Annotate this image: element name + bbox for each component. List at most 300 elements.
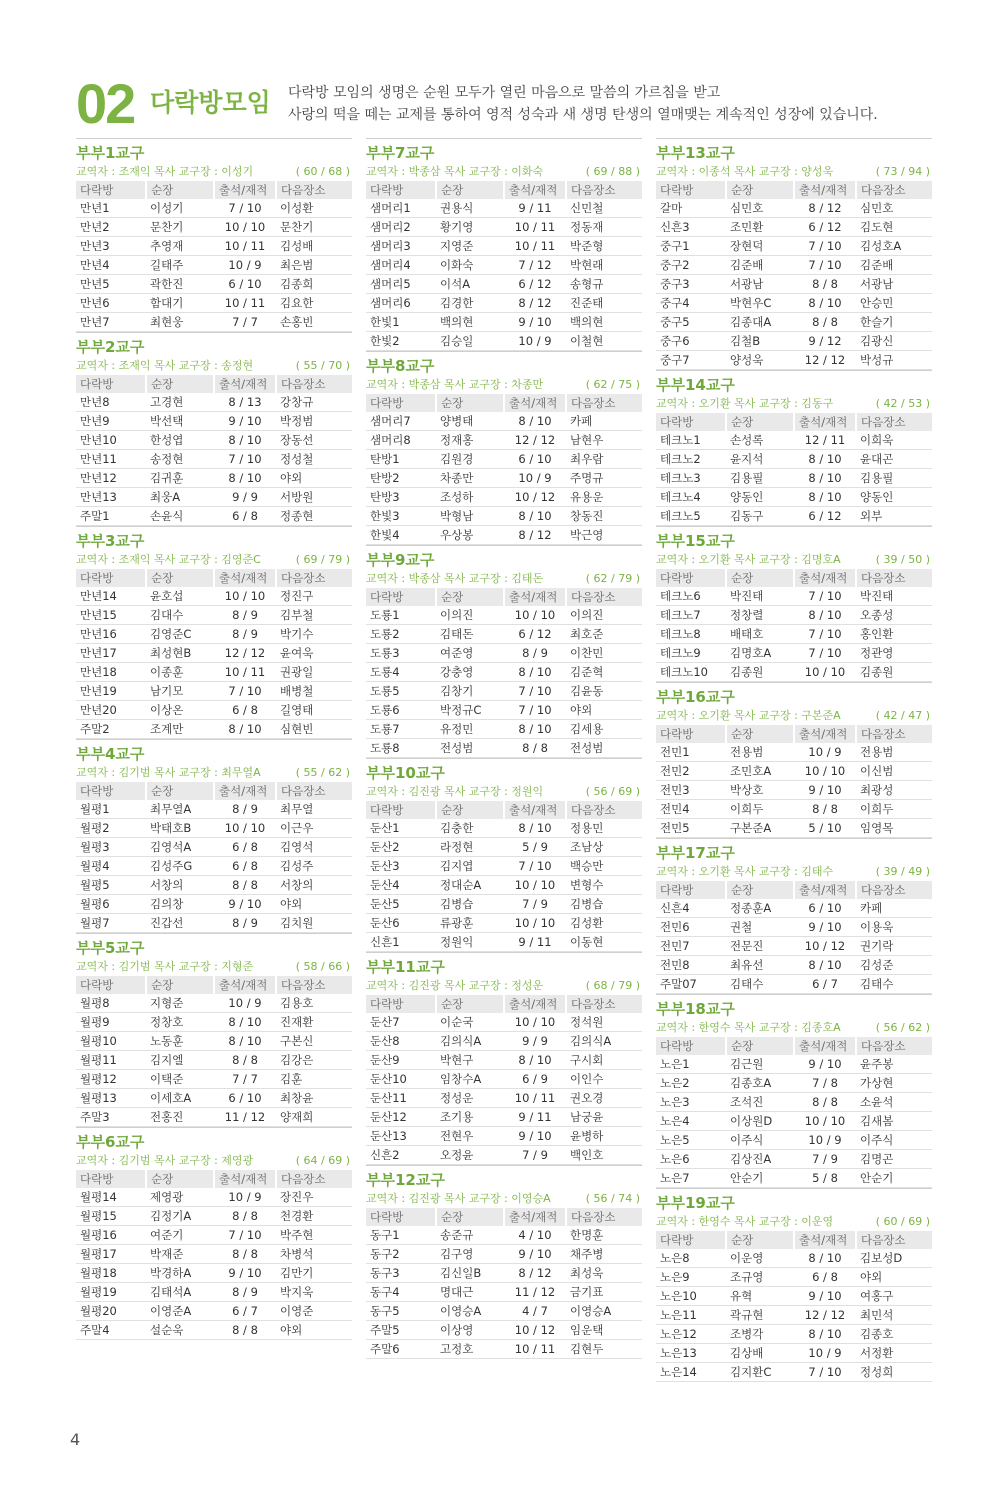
column-header: 출석/재적 [794, 413, 856, 432]
district-leaders: 교역자 : 오기환 목사 교구장 : 김명호A [656, 553, 841, 566]
next-place-cell: 김의식A [566, 1032, 642, 1051]
district-table [76, 374, 352, 526]
table-row [76, 275, 352, 294]
next-place-cell: 정관영 [856, 644, 932, 663]
leader-cell: 구본준A [726, 819, 794, 838]
district-name: 부부13교구 [656, 144, 735, 162]
room-cell: 샘머리7 [366, 412, 436, 431]
room-cell: 도룡6 [366, 701, 436, 720]
table-row [76, 1051, 352, 1070]
leader-cell: 이택준 [146, 1070, 214, 1089]
room-cell: 주말2 [76, 720, 146, 739]
room-cell: 전민1 [656, 743, 726, 762]
room-cell: 주말1 [76, 507, 146, 526]
attendance-cell: 9 / 10 [794, 1287, 856, 1306]
district-section [76, 933, 352, 1127]
column-header: 다음장소 [566, 181, 642, 200]
room-cell: 만년16 [76, 625, 146, 644]
next-place-cell: 김부철 [276, 606, 352, 625]
column-header: 출석/재적 [794, 725, 856, 744]
table-row [366, 739, 642, 758]
attendance-cell: 10 / 9 [794, 1344, 856, 1363]
table-row [656, 800, 932, 819]
district-table [76, 1169, 352, 1340]
next-place-cell: 조남상 [566, 838, 642, 857]
district-name: 부부14교구 [656, 376, 735, 394]
room-cell: 월평19 [76, 1283, 146, 1302]
leader-cell: 김의창 [146, 895, 214, 914]
column-header: 다음장소 [276, 181, 352, 200]
next-place-cell: 진준태 [566, 294, 642, 313]
attendance-cell: 12 / 12 [504, 431, 566, 450]
room-cell: 동구5 [366, 1302, 436, 1321]
attendance-cell: 9 / 10 [214, 412, 276, 431]
district-attendance-total: ( 56 / 62 ) [875, 1021, 930, 1034]
attendance-cell: 7 / 10 [214, 199, 276, 218]
attendance-cell: 10 / 10 [214, 218, 276, 237]
next-place-cell: 박성규 [856, 351, 932, 370]
section-description [288, 82, 878, 126]
next-place-cell: 박지욱 [276, 1283, 352, 1302]
next-place-cell: 김광신 [856, 332, 932, 351]
attendance-cell: 12 / 12 [794, 351, 856, 370]
district-table [76, 975, 352, 1127]
leader-cell: 이운영 [726, 1249, 794, 1268]
column-header: 다락방 [656, 1231, 726, 1250]
description-line-2: 사랑의 떡을 떼는 교제를 통하여 영적 성숙과 새 생명 탄생의 열매맺는 계속적인 성장에 있습니다. [288, 107, 878, 123]
room-cell: 샘머리2 [366, 218, 436, 237]
table-row [366, 1302, 642, 1321]
district-section [656, 1188, 932, 1382]
room-cell: 동구3 [366, 1264, 436, 1283]
district-table [656, 880, 932, 994]
district-info [76, 764, 352, 781]
room-cell: 월평14 [76, 1188, 146, 1207]
attendance-cell: 12 / 11 [794, 431, 856, 450]
attendance-cell: 8 / 12 [794, 199, 856, 218]
leader-cell: 김지엘 [146, 1051, 214, 1070]
next-place-cell: 최광성 [856, 781, 932, 800]
next-place-cell: 윤주봉 [856, 1055, 932, 1074]
column-header: 다락방 [76, 782, 146, 801]
leader-cell: 한성엽 [146, 431, 214, 450]
next-place-cell: 최민석 [856, 1306, 932, 1325]
table-row [656, 975, 932, 994]
attendance-cell: 7 / 10 [504, 682, 566, 701]
attendance-cell: 7 / 7 [214, 1070, 276, 1089]
next-place-cell: 백의현 [566, 313, 642, 332]
next-place-cell: 카페 [856, 899, 932, 918]
table-row [656, 1150, 932, 1169]
column-header: 다음장소 [856, 413, 932, 432]
attendance-cell: 7 / 10 [794, 587, 856, 606]
column-header: 다락방 [656, 1037, 726, 1056]
room-cell: 신흔1 [366, 933, 436, 952]
district-attendance-total: ( 73 / 94 ) [875, 165, 930, 178]
attendance-cell: 8 / 8 [794, 275, 856, 294]
next-place-cell: 이신범 [856, 762, 932, 781]
table-row [76, 431, 352, 450]
room-cell: 테크노9 [656, 644, 726, 663]
table-row [366, 1146, 642, 1165]
next-place-cell: 이성환 [276, 199, 352, 218]
room-cell: 만년7 [76, 313, 146, 332]
next-place-cell: 남현우 [566, 431, 642, 450]
next-place-cell: 천경환 [276, 1207, 352, 1226]
attendance-cell: 5 / 9 [504, 838, 566, 857]
table-row [366, 838, 642, 857]
attendance-cell: 8 / 10 [794, 488, 856, 507]
table-row [76, 994, 352, 1013]
district-table [656, 412, 932, 526]
attendance-cell: 11 / 12 [504, 1283, 566, 1302]
room-cell: 테크노2 [656, 450, 726, 469]
room-cell: 만년6 [76, 294, 146, 313]
leader-cell: 차종만 [436, 469, 504, 488]
district-attendance-total: ( 58 / 66 ) [295, 960, 350, 973]
column-header: 다음장소 [566, 588, 642, 607]
room-cell: 월평8 [76, 994, 146, 1013]
district-attendance-total: ( 62 / 79 ) [585, 572, 640, 585]
next-place-cell: 서창의 [276, 876, 352, 895]
table-row [76, 469, 352, 488]
attendance-cell: 7 / 10 [794, 625, 856, 644]
room-cell: 탄방3 [366, 488, 436, 507]
district-attendance-total: ( 39 / 49 ) [875, 865, 930, 878]
leader-cell: 남기모 [146, 682, 214, 701]
table-row [656, 644, 932, 663]
table-row [366, 819, 642, 838]
attendance-cell: 8 / 10 [794, 956, 856, 975]
leader-cell: 이상영 [436, 1321, 504, 1340]
next-place-cell: 서광남 [856, 275, 932, 294]
column-header: 출석/재적 [504, 801, 566, 820]
district-section [656, 526, 932, 682]
column-header: 다락방 [656, 413, 726, 432]
leader-cell: 정창호 [146, 1013, 214, 1032]
next-place-cell: 이철현 [566, 332, 642, 351]
district-table [366, 1207, 642, 1359]
leader-cell: 강충영 [436, 663, 504, 682]
leader-cell: 송정현 [146, 450, 214, 469]
column-header: 다락방 [366, 1208, 436, 1227]
attendance-cell: 10 / 10 [214, 819, 276, 838]
attendance-cell: 8 / 8 [504, 739, 566, 758]
leader-cell: 이순국 [436, 1013, 504, 1032]
table-row [366, 682, 642, 701]
attendance-cell: 7 / 12 [504, 256, 566, 275]
leader-cell: 심민호 [726, 199, 794, 218]
table-row [366, 876, 642, 895]
table-row [76, 1089, 352, 1108]
column-header: 순장 [146, 569, 214, 588]
attendance-cell: 7 / 10 [214, 1226, 276, 1245]
next-place-cell: 정동재 [566, 218, 642, 237]
room-cell: 노은9 [656, 1268, 726, 1287]
attendance-cell: 12 / 12 [794, 1306, 856, 1325]
district-info [656, 1019, 932, 1036]
column-left [76, 138, 352, 1340]
table-row [366, 895, 642, 914]
leader-cell: 길태주 [146, 256, 214, 275]
next-place-cell: 김훈 [276, 1070, 352, 1089]
district-table [656, 180, 932, 370]
next-place-cell: 김준배 [856, 256, 932, 275]
table-row [366, 1089, 642, 1108]
room-cell: 월평10 [76, 1032, 146, 1051]
table-row [366, 412, 642, 431]
table-row [656, 625, 932, 644]
table-row [366, 1051, 642, 1070]
district-attendance-total: ( 56 / 74 ) [585, 1192, 640, 1205]
leader-cell: 김의식A [436, 1032, 504, 1051]
column-header: 순장 [146, 375, 214, 394]
next-place-cell: 정석원 [566, 1013, 642, 1032]
attendance-cell: 6 / 10 [504, 450, 566, 469]
district-attendance-total: ( 42 / 53 ) [875, 397, 930, 410]
table-row [656, 762, 932, 781]
attendance-cell: 9 / 11 [504, 1108, 566, 1127]
next-place-cell: 최호준 [566, 625, 642, 644]
room-cell: 샘머리6 [366, 294, 436, 313]
attendance-cell: 8 / 9 [214, 800, 276, 819]
table-row [656, 351, 932, 370]
table-row [656, 1306, 932, 1325]
attendance-cell: 4 / 7 [504, 1302, 566, 1321]
leader-cell: 곽한진 [146, 275, 214, 294]
district-table [366, 800, 642, 952]
next-place-cell: 윤대곤 [856, 450, 932, 469]
attendance-cell: 7 / 9 [794, 1150, 856, 1169]
leader-cell: 김귀훈 [146, 469, 214, 488]
leader-cell: 여준기 [146, 1226, 214, 1245]
leader-cell: 김동구 [726, 507, 794, 526]
district-leaders: 교역자 : 김진광 목사 교구장 : 정원익 [366, 785, 544, 798]
page-number: 4 [70, 1430, 81, 1449]
next-place-cell: 금기표 [566, 1283, 642, 1302]
column-header: 순장 [146, 1170, 214, 1189]
room-cell: 테크노6 [656, 587, 726, 606]
attendance-cell: 8 / 9 [214, 625, 276, 644]
table-row [366, 431, 642, 450]
room-cell: 노은10 [656, 1287, 726, 1306]
district-section [656, 994, 932, 1188]
attendance-cell: 8 / 8 [794, 800, 856, 819]
attendance-cell: 8 / 10 [794, 606, 856, 625]
column-header: 다락방 [656, 569, 726, 588]
room-cell: 테크노7 [656, 606, 726, 625]
district-leaders: 교역자 : 이종석 목사 교구장 : 양성욱 [656, 165, 834, 178]
leader-cell: 이의진 [436, 606, 504, 625]
room-cell: 월평12 [76, 1070, 146, 1089]
next-place-cell: 송형규 [566, 275, 642, 294]
attendance-cell: 4 / 10 [504, 1226, 566, 1245]
attendance-cell: 8 / 10 [504, 720, 566, 739]
attendance-cell: 10 / 10 [794, 663, 856, 682]
next-place-cell: 외부 [856, 507, 932, 526]
attendance-cell: 8 / 10 [794, 469, 856, 488]
table-row [76, 895, 352, 914]
district-leaders: 교역자 : 한영수 목사 교구장 : 김종호A [656, 1021, 841, 1034]
next-place-cell: 안승민 [856, 294, 932, 313]
table-header-row [366, 801, 642, 820]
district-table [76, 781, 352, 933]
room-cell: 전민8 [656, 956, 726, 975]
leader-cell: 김상배 [726, 1344, 794, 1363]
column-header: 순장 [146, 782, 214, 801]
leader-cell: 유혁 [726, 1287, 794, 1306]
column-header: 순장 [726, 725, 794, 744]
attendance-cell: 7 / 10 [504, 701, 566, 720]
next-place-cell: 전성범 [566, 739, 642, 758]
room-cell: 둔산9 [366, 1051, 436, 1070]
leader-cell: 장현덕 [726, 237, 794, 256]
attendance-cell: 10 / 12 [794, 937, 856, 956]
attendance-cell: 10 / 9 [794, 1131, 856, 1150]
table-header-row [656, 725, 932, 744]
leader-cell: 박재준 [146, 1245, 214, 1264]
room-cell: 노은12 [656, 1325, 726, 1344]
table-row [366, 644, 642, 663]
district-attendance-total: ( 64 / 69 ) [295, 1154, 350, 1167]
leader-cell: 윤지석 [726, 450, 794, 469]
room-cell: 한빛3 [366, 507, 436, 526]
attendance-cell: 9 / 9 [214, 488, 276, 507]
leader-cell: 이영승A [436, 1302, 504, 1321]
leader-cell: 김종호A [726, 1074, 794, 1093]
next-place-cell: 장동선 [276, 431, 352, 450]
column-header: 출석/재적 [794, 181, 856, 200]
attendance-cell: 6 / 7 [794, 975, 856, 994]
attendance-cell: 6 / 7 [214, 1302, 276, 1321]
room-cell: 만년15 [76, 606, 146, 625]
district-section [366, 952, 642, 1165]
attendance-cell: 8 / 10 [504, 663, 566, 682]
leader-cell: 김철B [726, 332, 794, 351]
district-table [656, 724, 932, 838]
district-name: 부부11교구 [366, 958, 445, 976]
attendance-cell: 10 / 10 [504, 876, 566, 895]
leader-cell: 정재홍 [436, 431, 504, 450]
next-place-cell: 한슬기 [856, 313, 932, 332]
next-place-cell: 손홍빈 [276, 313, 352, 332]
table-row [366, 469, 642, 488]
table-row [76, 393, 352, 412]
leader-cell: 정성운 [436, 1089, 504, 1108]
attendance-cell: 8 / 8 [214, 1321, 276, 1340]
table-row [76, 313, 352, 332]
attendance-cell: 6 / 9 [504, 1070, 566, 1089]
room-cell: 노은13 [656, 1344, 726, 1363]
room-cell: 중구7 [656, 351, 726, 370]
table-row [656, 819, 932, 838]
next-place-cell: 여홍구 [856, 1287, 932, 1306]
attendance-cell: 9 / 10 [794, 918, 856, 937]
room-cell: 도룡7 [366, 720, 436, 739]
room-cell: 노은5 [656, 1131, 726, 1150]
leader-cell: 양성욱 [726, 351, 794, 370]
district-info [76, 551, 352, 568]
room-cell: 노은3 [656, 1093, 726, 1112]
table-header-row [656, 569, 932, 588]
room-cell: 중구5 [656, 313, 726, 332]
room-cell: 테크노10 [656, 663, 726, 682]
table-header-row [366, 394, 642, 413]
district-name: 부부2교구 [76, 338, 145, 356]
table-row [76, 701, 352, 720]
room-cell: 한빛2 [366, 332, 436, 351]
attendance-cell: 10 / 9 [214, 1188, 276, 1207]
room-cell: 월평20 [76, 1302, 146, 1321]
attendance-cell: 8 / 8 [794, 313, 856, 332]
table-row [76, 488, 352, 507]
table-row [76, 644, 352, 663]
leader-cell: 양동인 [726, 488, 794, 507]
district-name: 부부19교구 [656, 1194, 735, 1212]
next-place-cell: 이영준 [276, 1302, 352, 1321]
next-place-cell: 양재희 [276, 1108, 352, 1127]
leader-cell: 조석진 [726, 1093, 794, 1112]
attendance-cell: 8 / 13 [214, 393, 276, 412]
attendance-cell: 8 / 12 [504, 294, 566, 313]
next-place-cell: 윤여욱 [276, 644, 352, 663]
room-cell: 노은1 [656, 1055, 726, 1074]
attendance-cell: 8 / 10 [794, 1325, 856, 1344]
next-place-cell: 박진태 [856, 587, 932, 606]
next-place-cell: 남궁윤 [566, 1108, 642, 1127]
room-cell: 월평13 [76, 1089, 146, 1108]
district-leaders: 교역자 : 조재익 목사 교구장 : 이성기 [76, 165, 254, 178]
attendance-cell: 10 / 11 [214, 237, 276, 256]
district-attendance-total: ( 60 / 68 ) [295, 165, 350, 178]
room-cell: 만년3 [76, 237, 146, 256]
column-middle [366, 138, 642, 1359]
column-right [656, 138, 932, 1382]
attendance-cell: 7 / 10 [794, 644, 856, 663]
table-row [76, 412, 352, 431]
column-header: 순장 [436, 588, 504, 607]
leader-cell: 김영석A [146, 838, 214, 857]
table-row [366, 701, 642, 720]
leader-cell: 박태호B [146, 819, 214, 838]
attendance-cell: 6 / 12 [794, 507, 856, 526]
table-row [366, 1226, 642, 1245]
next-place-cell: 안순기 [856, 1169, 932, 1188]
district-name: 부부12교구 [366, 1171, 445, 1189]
district-table [656, 1036, 932, 1188]
next-place-cell: 김준혁 [566, 663, 642, 682]
leader-cell: 정원익 [436, 933, 504, 952]
leader-cell: 손성록 [726, 431, 794, 450]
table-row [76, 857, 352, 876]
column-header: 순장 [726, 181, 794, 200]
table-row [656, 332, 932, 351]
leader-cell: 최유선 [726, 956, 794, 975]
district-name: 부부5교구 [76, 939, 145, 957]
leader-cell: 박정규C [436, 701, 504, 720]
district-attendance-total: ( 42 / 47 ) [875, 709, 930, 722]
district-table [76, 180, 352, 332]
leader-cell: 김구영 [436, 1245, 504, 1264]
column-header: 다락방 [76, 976, 146, 995]
leader-cell: 안순기 [726, 1169, 794, 1188]
next-place-cell: 한명훈 [566, 1226, 642, 1245]
district-attendance-total: ( 55 / 62 ) [295, 766, 350, 779]
room-cell: 탄방1 [366, 450, 436, 469]
table-row [656, 218, 932, 237]
leader-cell: 문찬기 [146, 218, 214, 237]
room-cell: 둔산11 [366, 1089, 436, 1108]
